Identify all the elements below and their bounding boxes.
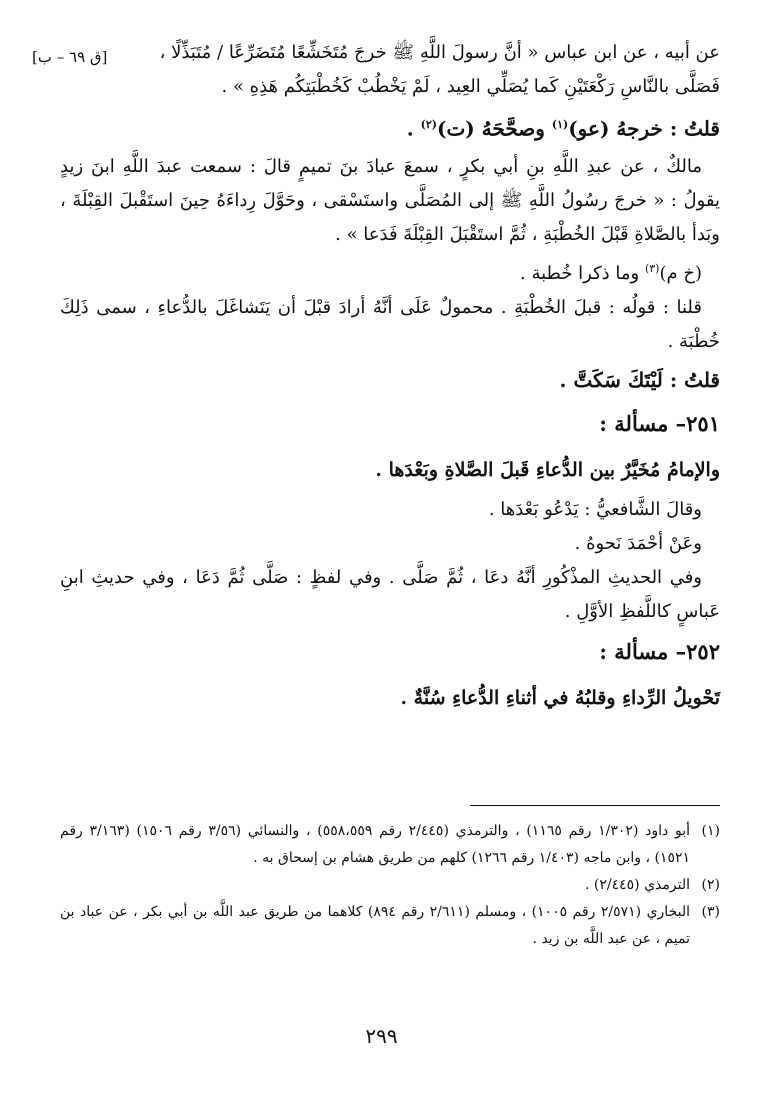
masala-252-heading: ٢٥٢– مسألة : [599, 638, 720, 664]
malik-hadith: مالكٌ ، عن عبدِ اللَّهِ بنِ أبي بكرٍ ، سمعَ عبادَ بنَ تميمٍ قالَ : سمعت عبدَ اللَّهِ ابنَ زيدٍ يقولُ : « خرجَ رسُولُ اللَّهِ ﷺ إلى المُصَلَّى واستَسْقى ، وحَوَّلَ رِداءَهُ حِينَ استَقْبلَ القِبْلَةَ ، وبَدأ بالصَّلاةِ قَبْلَ الخُطْبَةِ ، ثُمَّ استَقْبَلَ القِبْلَةَ فَدَعا » . [60, 155, 720, 245]
ahmad-view: وعَنْ أحْمَدَ نَحوهُ . [574, 532, 702, 554]
footnote-text: الترمذي (٢/٤٤٥) . [585, 877, 690, 893]
hadith-paragraph: وفي الحديثِ المذْكُورِ أنَّهُ دعَا ، ثُمَّ صَلَّى . وفي لفظٍ : صَلَّى ثُمَّ دَعَا ، وفي حديثِ ابنِ عَباسٍ كاللَّفظِ الأوَّلِ . [60, 566, 720, 622]
footnote-number: (١) [701, 823, 720, 839]
page-number: ٢٩٩ [365, 1024, 398, 1048]
masala-251-heading: ٢٥١– مسألة : [599, 410, 720, 436]
footnote-2 [60, 872, 720, 899]
footnotes [60, 818, 720, 953]
shafii-view: وقالَ الشَّافعيُّ : يَدْعُو بَعْدَها . [488, 498, 702, 520]
text-line-1 [32, 36, 720, 70]
footnote-ref-2: (٢) [420, 118, 437, 131]
footnote-ref-1: (١) [551, 118, 569, 131]
opening-text: عن أبيه ، عن ابن عباس « أنَّ رسولَ اللَّهِ ﷺ خرجَ مُتَخَشِّعًا مُتَضَرِّعًا / مُتَبَذِّلًا ، [159, 42, 720, 63]
qulna-paragraph: قلنا : قولُه : قبلَ الخُطْبَةِ . محمولٌ عَلَى أنَّهُ أرادَ قبْلَ أن يَتَشاغَلَ بالدُّعاءِ ، سمى ذَلِكَ خُطْبَة . [60, 296, 720, 352]
footnote-ref-3: (٣) [644, 261, 660, 275]
tahwil-ridaa: تَحْويلُ الرِّداءِ وقلبُهُ في أثناءِ الدُّعاءِ سُنَّةٌ . [400, 686, 720, 709]
page-body [32, 36, 720, 721]
imam-mukhayyar: والإمامُ مُخَيَّرٌ بين الدُّعاءِ قَبلَ الصَّلاةِ وبَعْدَها . [375, 458, 720, 481]
footnote-text: أبو داود (١/٣٠٢ رقم ١١٦٥) ، والترمذي (٢/٤٤٥ رقم ٥٥٨،٥٥٩) ، والنسائي (٣/٥٦ رقم ١٥٠٦) (٣/١٦٣ رقم ١٥٢١) ، وابن ماجه (١/٤٠٣ رقم ١٢٦٦) كلهم من طريق هشام بن إسحاق به . [60, 823, 691, 866]
qult-takhrij: قلتُ : خرجهُ (عو)$^{(١)}$ وصحَّحَهُ (ت)$^{(٢)}$ . [406, 116, 720, 141]
qult-laytaka: قلتُ : لَيْتَكَ سَكَتَّ . [559, 367, 720, 392]
footnote-number: (٣) [701, 904, 720, 920]
footnote-text: البخاري (٢/٥٧١ رقم ١٠٠٥) ، ومسلم (٢/٦١١ رقم ٨٩٤) كلاهما من طريق عبد اللَّه بن أبي بكر ، عن عباد بن تميم ، عن عبد اللَّه بن زيد . [60, 904, 690, 947]
text-line-2: فَصَلَّى بالنَّاسِ رَكْعَتَيْنِ كَما يُصَلِّي العِيد ، لَمْ يَخْطُبْ كَخُطْبَتِكُم هَذِهِ » . [221, 76, 720, 97]
manuscript-folio-ref: [ق ٦٩ – ب] [32, 48, 108, 66]
footnote-1 [60, 818, 720, 872]
footnote-3 [60, 899, 720, 953]
khm-note: (خ م)$^{(٣)}$ وما ذكرا خُطبة . [520, 261, 702, 284]
footnote-separator [470, 805, 720, 806]
footnote-number: (٢) [701, 877, 720, 893]
